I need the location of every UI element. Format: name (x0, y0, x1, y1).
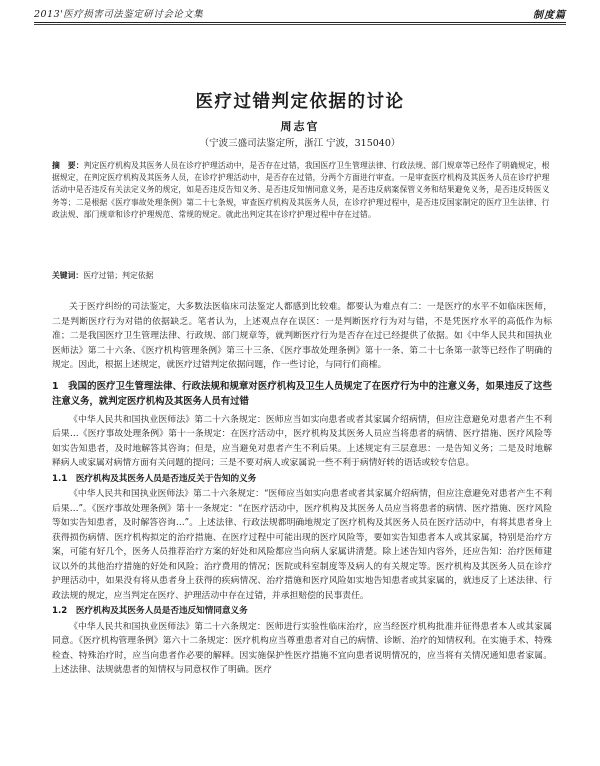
subsection-1-1-paragraph: 《中华人民共和国执业医师法》第二十六条规定：“医师应当如实向患者或者其家属介绍病情，但应注意避免对患者产生不利后果…”。《医疗事故处理条例》第十一条规定：“在医疗活动中，医疗机构及其医务人员应当将患者的病情、医疗措施、医疗风险等如实告知患者，及时解答咨询…”。上述法律、行政法规都明确地规定了医疗机构及其医务人员在医疗活动中，有将其患者身上获得损伤病情、医疗机构拟定的治疗措施、在医疗过程中可能出现的医疗风险等，要如实告知患者本人或其家属，特别是治疗方案，可能有好几个，医务人员推荐治疗方案的好处和风险都应当向病人家属讲清楚。除上述告知内容外，还应告知：治疗医师建议以外的其他治疗措施的好处和风险；治疗费用的情况；医院或科室制度等及病人的有关规定等。医疗机构及其医务人员在诊疗护理活动中，如果没有将从患者身上获得的疾病情况、治疗措施和医疗风险如实地告知患者或其家属的，就违反了上述法律、行政法规的规定，应当判定在医疗、护理活动中存在过错，并承担赔偿的民事责任。 (52, 489, 552, 601)
header-journal-title: 2013'医疗损害司法鉴定研讨会论文集 (34, 9, 204, 20)
intro-paragraph: 关于医疗纠纷的司法鉴定，大多数法医临床司法鉴定人都感到比较难。都要认为难点有二：一是医疗的水平不如临床医师，二是判断医疗行为对错的依据缺乏。笔者认为，上述观点存在误区：一是判断医疗行为对与错，不是凭医疗水平的高低作为标准；二是我国医疗卫生管理法律、行政规、部门规章等，就判断医疗行为是否存在过已经提供了依据。如《中华人民共和国执业医师法》第二十六条、《医疗机构管理条例》第三十三条、《医疗事故处理条例》第十一条、第二十七条第一款等已经作了明确的规定。因此，根据上述规定，就医疗过错判定依据问题，作一些讨论，与同行们商榷。 (52, 302, 552, 370)
running-header (34, 6, 566, 22)
keywords-block (52, 270, 552, 282)
article-body (52, 300, 552, 678)
author-affiliation: （宁波三盛司法鉴定所，浙江 宁波，315040） (199, 138, 401, 149)
author-name: 周志官 (280, 120, 320, 133)
header-rule-thin (34, 24, 566, 25)
keywords-text: 医疗过错；判定依据 (83, 271, 154, 280)
subsection-1-1-heading: 1.1 医疗机构及其医务人员是否违反关于告知的义务 (52, 473, 257, 484)
subsection-1-2-heading: 1.2 医疗机构及其医务人员是否违反知情同意义务 (52, 606, 248, 616)
header-rule (34, 22, 566, 23)
section-1-paragraph: 《中华人民共和国执业医师法》第二十六条规定：医师应当如实向患者或者其家属介绍病情，但应注意避免对患者产生不利后果…《医疗事故处理条例》第十一条规定：在医疗活动中，医疗机构及其医务人员应当将患者的病情、医疗措施、医疗风险等如实告知患者，及时地解答其咨询；但是，应当避免对患者产生不利后果。上述规定有三层意思：一是告知义务；二是及时地解释病人或家属对病情方面有关问题的提问；三是不要对病人或家属说一些不利于病情好转的语话或较专信息。 (52, 414, 552, 468)
keywords-label: 关键词： (52, 271, 84, 280)
paper-title: 医疗过错判定依据的讨论 (195, 92, 405, 112)
abstract-text: 判定医疗机构及其医务人员在诊疗护理活动中，是否存在过错，我国医疗卫生管理法律、行政法规、部门规章等已经作了明确规定，根据规定，在判定医疗机构及其医务人员，在诊疗护理活动中，是否存在过错，分两个方面进行审查。一是审查医疗机构及其医务人员在诊疗护理活动中是否违反有关法定义务的规定，如是否违反告知义务、是否违反知情同意义务，是否违反病案保管义务和结果避免义务，是否违反转医义务等；二是根据《医疗事故处理条例》第二十七条规，审查医疗机构及其医务人员，在诊疗护理过程中，是否违反国家制定的医疗卫生法律、行政法规、部门规章和诊疗护理规范、常规的规定。就此出判定其在诊疗护理过程中存在过错。 (52, 161, 550, 219)
subsection-1-2-paragraph: 《中华人民共和国执业医师法》第二十六条规定：医师进行实验性临床治疗，应当经医疗机构批准并征得患者本人或其家属同意。《医疗机构管理条例》第六十二条规定：医疗机构应当尊重患者对自己的病情、诊断、治疗的知情权利。在实施手术、特殊检查、特殊治疗时，应当向患者作必要的解释。因实施保护性医疗措施不宜向患者说明情况的，应当将有关情况通知患者家属。上述法律、法规就患者的知情权与同意权作了明确。医疗 (52, 621, 552, 675)
abstract-block (52, 160, 552, 221)
abstract-label: 摘 要： (52, 161, 84, 170)
header-section-name: 制度篇 (533, 10, 566, 21)
section-1-heading: 1 我国的医疗卫生管理法律、行政法规和规章对医疗机构及卫生人员规定了在医疗行为中的注意义务，如果违反了这些注意义务，就判定医疗机构及其医务人员有过错 (52, 380, 552, 407)
